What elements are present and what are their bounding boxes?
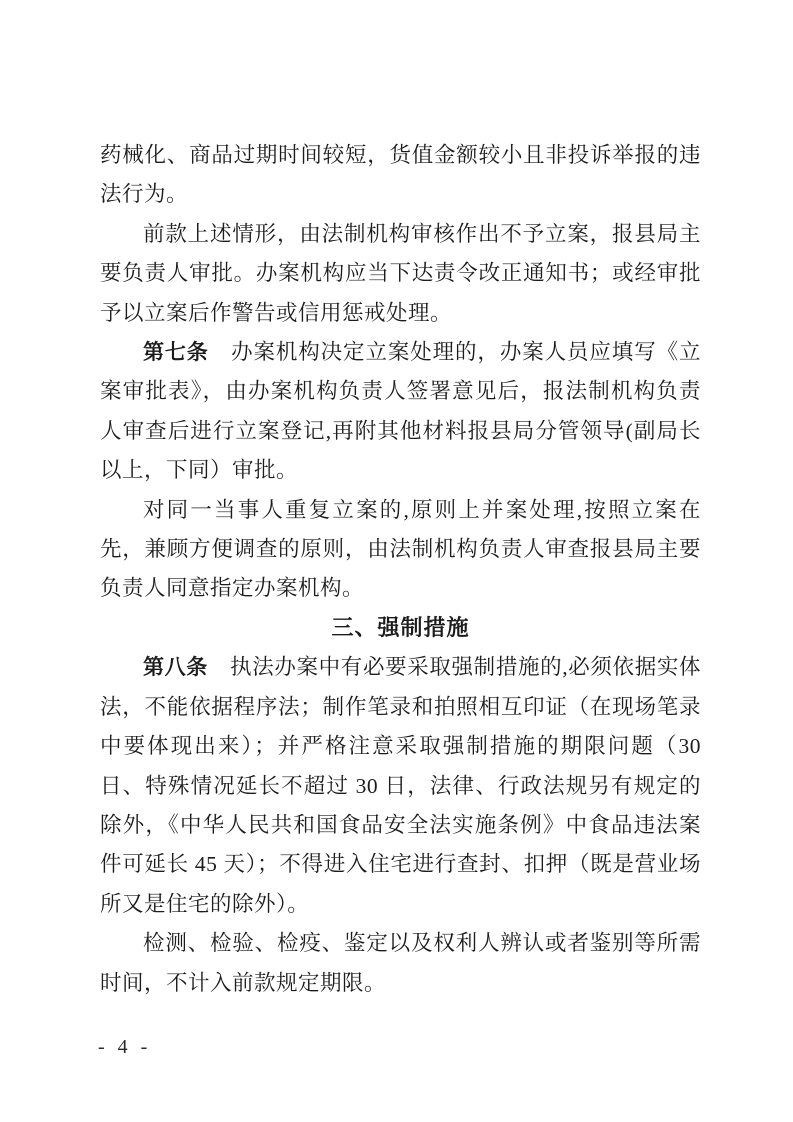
article-number: 第八条 bbox=[143, 655, 208, 680]
text-run: 执法办案中有必要采取强制措施的,必须依据实体法，不能依据程序法；制作笔录和拍照相互印证（在现场笔录中要体现出来）；并严格注意采取强制措施的期限问题（30 日、特殊情况延长不超过 30 日，法律、行政法规另有规定的除外，《中华人民共和国食品安全法实施条例》中食品违法案件可延长 45 天）；不得进入住宅进行查封、扣押（既是营业场所又是住宅的除外）。 bbox=[100, 655, 701, 916]
text-run: 三、强制措施 bbox=[331, 615, 470, 641]
paragraph bbox=[100, 924, 701, 1003]
paragraph bbox=[100, 136, 701, 215]
page-number: - 4 - bbox=[98, 1036, 152, 1058]
paragraph bbox=[100, 648, 701, 924]
paragraph bbox=[100, 215, 701, 333]
paragraph bbox=[100, 491, 701, 609]
document-body bbox=[100, 136, 701, 1003]
section-heading bbox=[100, 609, 701, 648]
text-run: 对同一当事人重复立案的,原则上并案处理,按照立案在先，兼顾方便调查的原则，由法制机构负责人审查报县局主要负责人同意指定办案机构。 bbox=[100, 497, 701, 601]
text-run: 检测、检验、检疫、鉴定以及权利人辨认或者鉴别等所需时间，不计入前款规定期限。 bbox=[100, 931, 701, 995]
article-number: 第七条 bbox=[143, 340, 209, 365]
paragraph bbox=[100, 333, 701, 491]
text-run: 办案机构决定立案处理的，办案人员应填写《立案审批表》，由办案机构负责人签署意见后，报法制机构负责人审查后进行立案登记,再附其他材料报县局分管领导(副局长以上，下同）审批。 bbox=[100, 340, 701, 483]
text-run: 药械化、商品过期时间较短，货值金额较小且非投诉举报的违法行为。 bbox=[100, 143, 701, 207]
text-run: 前款上述情形，由法制机构审核作出不予立案，报县局主要负责人审批。办案机构应当下达责令改正通知书；或经审批予以立案后作警告或信用惩戒处理。 bbox=[100, 221, 701, 325]
